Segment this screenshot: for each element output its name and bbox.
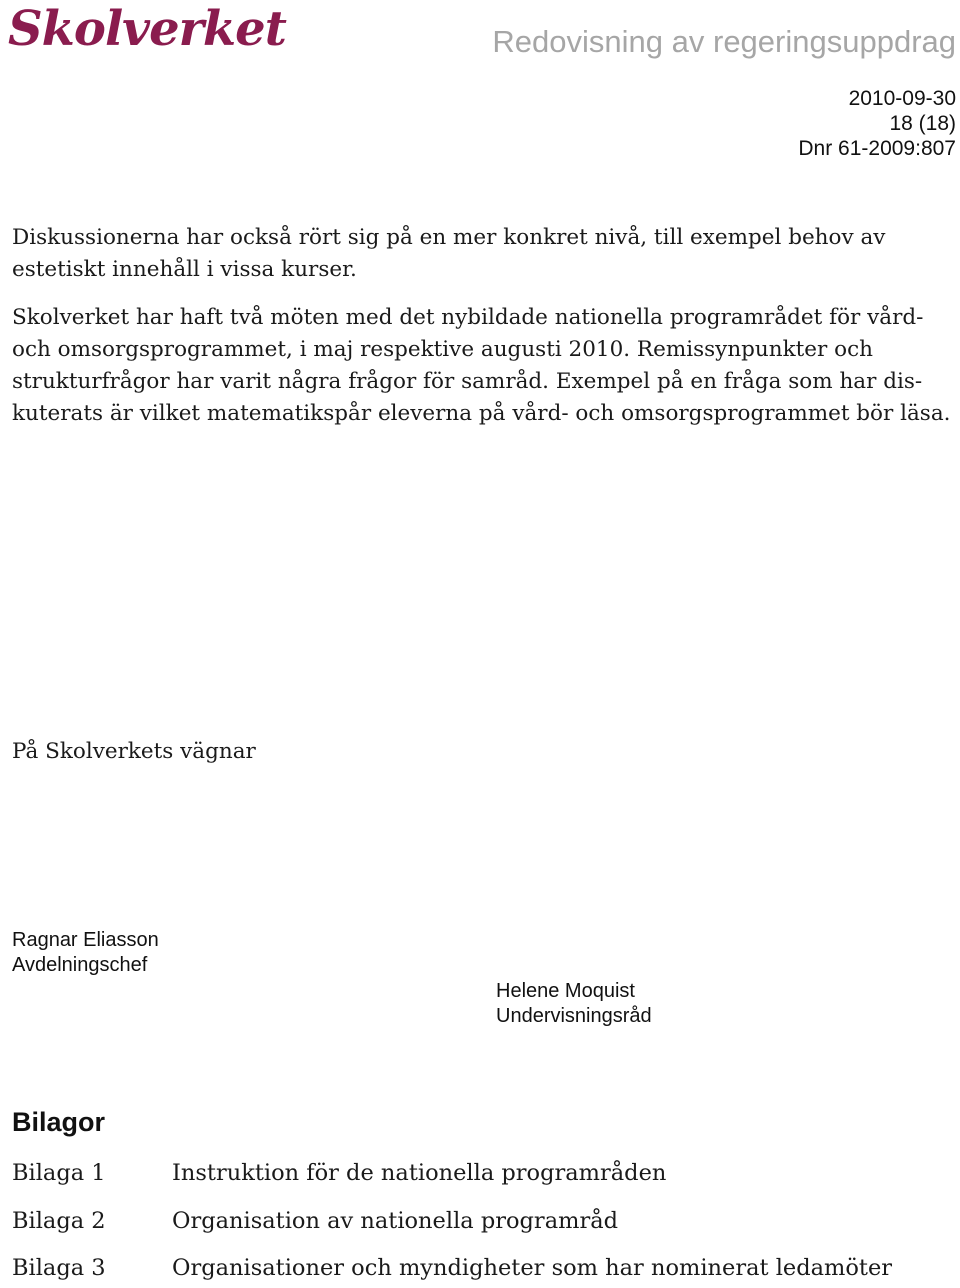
attachments-heading: Bilagor <box>12 1107 106 1137</box>
attachment-title: Instruktion för de nationella programråden <box>172 1160 667 1186</box>
attachment-label: Bilaga 2 <box>12 1208 106 1234</box>
document-type: Redovisning av regeringsuppdrag <box>492 24 956 59</box>
signature-block-1 <box>12 928 159 978</box>
body-paragraph-1: Diskussionerna har också rört sig på en mer konkret nivå, till exempel behov av estetiskt innehåll i vissa kurser. <box>12 225 886 282</box>
reference-number: Dnr 61-2009:807 <box>798 137 956 160</box>
attachment-title: Organisationer och myndigheter som har nominerat ledamöter <box>172 1255 893 1281</box>
attachment-label: Bilaga 3 <box>12 1255 106 1281</box>
attachment-title: Organisation av nationella programråd <box>172 1208 619 1234</box>
closing-phrase: På Skolverkets vägnar <box>12 739 256 764</box>
signatory-name: Ragnar Eliasson <box>12 929 159 951</box>
document-meta <box>798 86 956 161</box>
signatory-name: Helene Moquist <box>496 980 635 1002</box>
skolverket-logo: Skolverket <box>8 1 286 57</box>
attachment-label: Bilaga 1 <box>12 1160 106 1186</box>
document-date: 2010-09-30 <box>848 87 956 110</box>
signatory-role: Avdelningschef <box>12 954 148 976</box>
page-number: 18 (18) <box>889 112 956 135</box>
signature-block-2 <box>496 979 652 1029</box>
signatory-role: Undervisningsråd <box>496 1005 652 1027</box>
body-paragraph-2: Skolverket har haft två möten med det nybildade nationella programrådet för vård- och omsorgsprogrammet, i maj respektive augusti 2010. Remissynpunkter och strukturfrågor har varit några frågor för samråd. Exempel på en fråga som har dis-kuterats är vilket matematikspår eleverna på vård- och omsorgsprogrammet bör läsa. <box>12 305 951 426</box>
